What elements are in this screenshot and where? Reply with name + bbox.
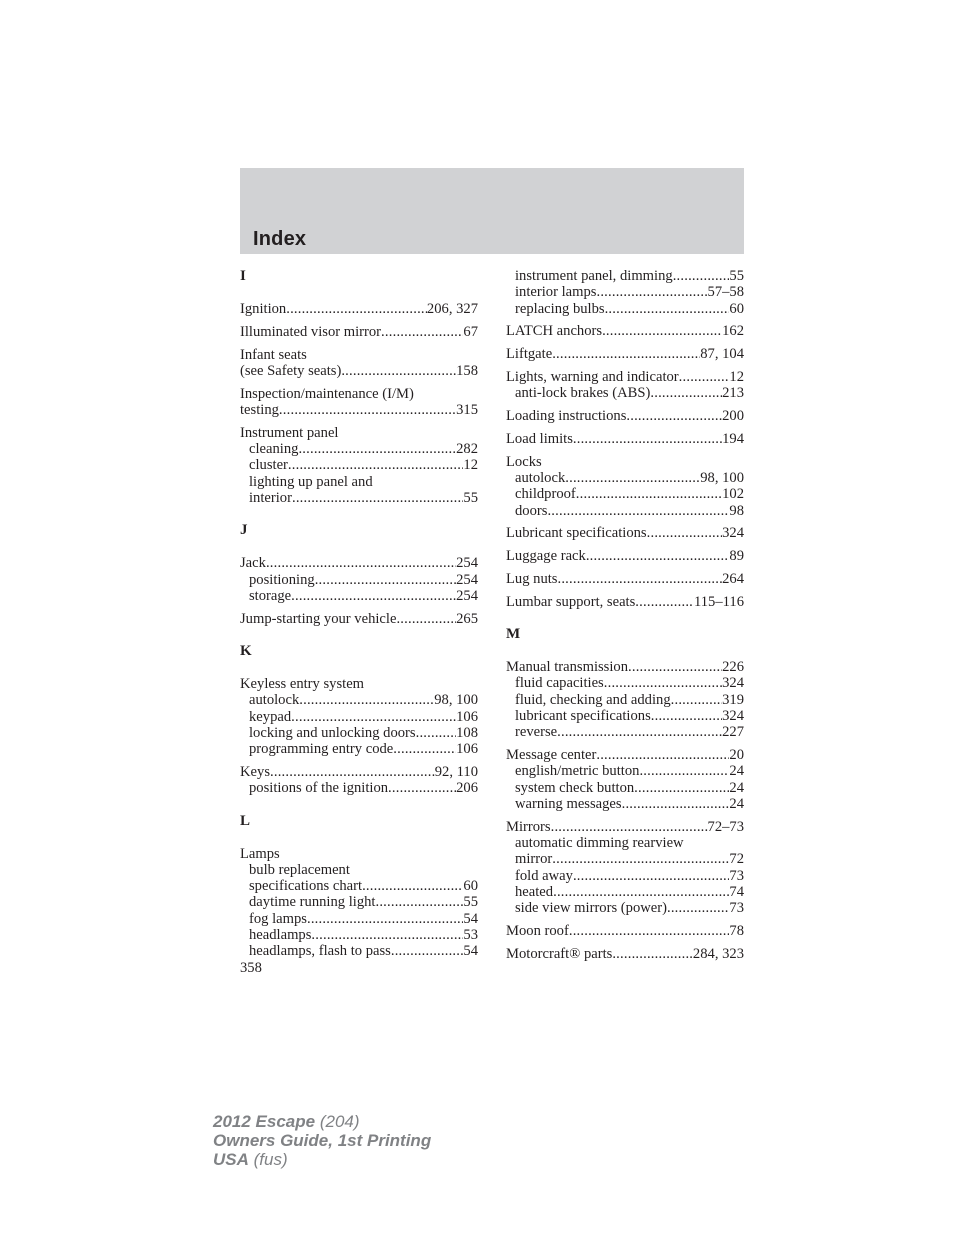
leader-dots xyxy=(634,780,729,796)
index-subentry xyxy=(240,927,478,943)
footer-line-1 xyxy=(213,1112,431,1131)
index-line xyxy=(506,454,744,470)
index-subentry xyxy=(506,900,744,916)
index-entry xyxy=(240,611,478,627)
entry-text: programming entry code xyxy=(249,741,394,758)
index-line xyxy=(240,676,478,692)
page-title: Index xyxy=(253,228,307,250)
index-line xyxy=(506,548,744,564)
entry-text: interior lamps xyxy=(515,284,597,301)
page-reference: 106 xyxy=(456,708,478,725)
index-subentry xyxy=(240,780,478,796)
index-entry xyxy=(506,525,744,541)
page-reference: 24 xyxy=(729,763,744,780)
index-subentry xyxy=(506,884,744,900)
entry-text: Message center xyxy=(506,747,597,764)
page-reference: 55 xyxy=(729,268,744,284)
leader-dots xyxy=(552,851,729,867)
entry-text: autolock xyxy=(249,692,300,709)
leader-dots xyxy=(639,763,729,779)
index-letter-heading: I xyxy=(240,268,246,284)
entry-text: instrument panel, dimming xyxy=(515,268,673,284)
page-reference: 324 xyxy=(722,525,744,542)
index-line xyxy=(506,923,744,939)
leader-dots xyxy=(552,346,700,362)
entry-text: interior xyxy=(249,489,292,506)
index-subentry xyxy=(506,835,744,851)
footer-guide: Owners Guide, 1st Printing xyxy=(213,1131,432,1150)
page-reference: 315 xyxy=(456,401,478,418)
leader-dots xyxy=(612,946,693,962)
page-reference: 12 xyxy=(729,368,744,385)
entry-text: fog lamps xyxy=(249,910,307,927)
leader-dots xyxy=(388,780,456,796)
leader-dots xyxy=(602,323,722,339)
page-reference: 213 xyxy=(722,385,744,402)
index-entry xyxy=(506,323,744,339)
entry-text: Inspection/maintenance (I/M) xyxy=(240,385,414,402)
entry-text: locking and unlocking doors xyxy=(249,724,416,741)
index-line xyxy=(506,571,744,587)
index-line xyxy=(506,431,744,447)
leader-dots xyxy=(553,884,729,900)
index-entry xyxy=(240,846,478,960)
entry-text: headlamps, flash to pass xyxy=(249,943,391,960)
entry-text: Load limits xyxy=(506,430,573,447)
entry-text: positions of the ignition xyxy=(249,780,389,797)
page-reference: 106 xyxy=(456,741,478,758)
page-reference: 89 xyxy=(729,548,744,565)
leader-dots xyxy=(299,692,434,708)
footer xyxy=(213,1112,431,1169)
footer-market: USA xyxy=(213,1150,249,1169)
leader-dots xyxy=(628,659,722,675)
index-letter-heading: J xyxy=(240,522,248,539)
leader-dots xyxy=(667,900,729,916)
entry-text: keypad xyxy=(249,708,292,725)
leader-dots xyxy=(396,611,456,627)
page-reference: 265 xyxy=(456,610,478,627)
leader-dots xyxy=(551,819,708,835)
index-entry xyxy=(506,819,744,917)
leader-dots xyxy=(288,457,464,473)
page-reference: 55 xyxy=(463,894,478,911)
index-subentry xyxy=(240,474,478,490)
page-reference: 73 xyxy=(729,867,744,884)
entry-text: fluid capacities xyxy=(515,675,604,692)
index-line xyxy=(506,659,744,675)
page-reference: 55 xyxy=(463,489,478,506)
index-line xyxy=(240,846,478,862)
index-entry xyxy=(240,676,478,757)
entry-text: Jump-starting your vehicle xyxy=(240,610,397,627)
page-reference: 206, 327 xyxy=(426,301,478,317)
page-reference: 98, 100 xyxy=(700,469,744,486)
page-reference: 324 xyxy=(722,675,744,692)
index-subentry xyxy=(506,868,744,884)
leader-dots xyxy=(605,301,730,317)
index-entry xyxy=(506,454,744,519)
page-reference: 206 xyxy=(456,780,478,797)
leader-dots xyxy=(635,594,694,610)
page-reference: 264 xyxy=(722,570,744,587)
entry-text: Liftgate xyxy=(506,346,553,363)
entry-text: automatic dimming rearview xyxy=(515,835,684,852)
entry-text: Locks xyxy=(506,453,542,470)
index-subentry xyxy=(240,741,478,757)
index-subentry xyxy=(506,470,744,486)
entry-text: doors xyxy=(515,502,548,519)
page-reference: 227 xyxy=(722,724,744,741)
entry-text: anti-lock brakes (ABS) xyxy=(515,385,651,402)
entry-text: bulb replacement xyxy=(249,861,350,878)
index-subentry xyxy=(506,486,744,502)
leader-dots xyxy=(315,572,456,588)
index-subentry xyxy=(506,301,744,317)
footer-line-3 xyxy=(213,1150,431,1169)
index-subentry xyxy=(506,503,744,519)
index-subentry xyxy=(240,943,478,959)
index-subentry xyxy=(240,911,478,927)
index-subentry xyxy=(240,692,478,708)
entry-text: Keys xyxy=(240,763,270,780)
leader-dots xyxy=(416,725,457,741)
index-line xyxy=(506,408,744,424)
index-subentry xyxy=(506,675,744,691)
leader-dots xyxy=(650,385,722,401)
index-line xyxy=(240,363,478,379)
leader-dots xyxy=(291,709,456,725)
index-entry xyxy=(506,369,744,402)
leader-dots xyxy=(671,692,722,708)
leader-dots xyxy=(679,369,730,385)
index-subentry xyxy=(240,725,478,741)
page-reference: 254 xyxy=(456,571,478,588)
entry-text: Jack xyxy=(240,555,266,572)
leader-dots xyxy=(311,927,463,943)
index-letter-heading: L xyxy=(240,812,251,829)
leader-dots xyxy=(292,490,463,506)
entry-text: english/metric button xyxy=(515,763,640,780)
page-reference: 284, 323 xyxy=(692,945,744,962)
index-entry xyxy=(506,946,744,962)
leader-dots xyxy=(391,943,464,959)
leader-dots xyxy=(307,911,463,927)
page-reference: 12 xyxy=(463,457,478,474)
leader-dots xyxy=(362,878,463,894)
index-subentry xyxy=(506,692,744,708)
entry-text: fluid, checking and adding xyxy=(515,691,671,708)
page-reference: 57–58 xyxy=(707,284,744,301)
page-reference: 54 xyxy=(463,910,478,927)
page-reference: 54 xyxy=(463,943,478,960)
index-line xyxy=(506,747,744,763)
entry-text: system check button xyxy=(515,779,635,796)
index-subentry xyxy=(506,284,744,300)
index-line xyxy=(240,555,478,571)
page-reference: 200 xyxy=(722,408,744,425)
entry-text: cleaning xyxy=(249,441,299,458)
entry-text: positioning xyxy=(249,571,315,588)
entry-text: childproof xyxy=(515,486,576,503)
leader-dots xyxy=(565,470,700,486)
entry-text: lighting up panel and xyxy=(249,473,373,490)
entry-text: Ignition xyxy=(240,301,287,317)
entry-text: Loading instructions xyxy=(506,408,627,425)
index-entry xyxy=(240,555,478,604)
footer-model: 2012 Escape xyxy=(213,1112,316,1131)
index-subentry xyxy=(506,780,744,796)
leader-dots xyxy=(298,441,456,457)
index-line xyxy=(240,347,478,363)
leader-dots xyxy=(604,675,722,691)
index-subentry xyxy=(506,763,744,779)
entry-text: Lumbar support, seats xyxy=(506,593,636,610)
leader-dots xyxy=(557,724,722,740)
leader-dots xyxy=(622,796,730,812)
index-line xyxy=(240,324,478,340)
entry-text: Lamps xyxy=(240,845,280,862)
entry-text: replacing bulbs xyxy=(515,300,605,317)
index-entry xyxy=(240,764,478,797)
leader-dots xyxy=(573,868,729,884)
page-reference: 74 xyxy=(729,883,744,900)
index-subentry xyxy=(240,894,478,910)
header-band xyxy=(240,168,744,254)
index-subentry xyxy=(240,457,478,473)
page-reference: 254 xyxy=(456,587,478,604)
leader-dots xyxy=(279,402,456,418)
index-line xyxy=(506,819,744,835)
index-entry xyxy=(506,659,744,740)
entry-text: cluster xyxy=(249,457,288,474)
page-reference: 20 xyxy=(729,747,744,764)
index-entry xyxy=(240,386,478,419)
page-reference: 67 xyxy=(463,323,478,340)
index-subentry xyxy=(240,572,478,588)
entry-text: (see Safety seats) xyxy=(240,362,342,379)
page-reference: 115–116 xyxy=(694,593,744,610)
entry-text: mirror xyxy=(515,851,553,868)
entry-text: Mirrors xyxy=(506,818,551,835)
leader-dots xyxy=(341,363,456,379)
index-subentry xyxy=(506,851,744,867)
entry-text: Manual transmission xyxy=(506,659,629,676)
index-line xyxy=(240,764,478,780)
index-column-right xyxy=(506,268,744,969)
page-reference: 158 xyxy=(456,362,478,379)
leader-dots xyxy=(576,486,722,502)
index-entry xyxy=(506,346,744,362)
index-entry xyxy=(506,594,744,610)
entry-text: side view mirrors (power) xyxy=(515,900,667,917)
index-letter-heading: M xyxy=(506,626,521,643)
page-reference: 78 xyxy=(729,923,744,939)
leader-dots xyxy=(393,741,456,757)
leader-dots xyxy=(557,571,722,587)
leader-dots xyxy=(286,301,427,317)
entry-text: Lubricant specifications xyxy=(506,525,647,542)
page-reference: 72 xyxy=(729,851,744,868)
leader-dots xyxy=(291,588,456,604)
index-line xyxy=(240,301,478,317)
index-subentry xyxy=(240,878,478,894)
entry-text: Infant seats xyxy=(240,346,307,363)
index-subentry xyxy=(240,709,478,725)
index-entry xyxy=(506,268,744,317)
index-line xyxy=(240,386,478,402)
page-number: 358 xyxy=(240,960,262,976)
index-subentry xyxy=(506,724,744,740)
entry-text: storage xyxy=(249,587,292,604)
index-subentry xyxy=(506,796,744,812)
leader-dots xyxy=(647,525,722,541)
index-line xyxy=(506,946,744,962)
index-entry xyxy=(506,431,744,447)
index-subentry xyxy=(240,490,478,506)
leader-dots xyxy=(596,284,707,300)
footer-market-code: (fus) xyxy=(253,1150,288,1169)
index-line xyxy=(506,369,744,385)
entry-text: testing xyxy=(240,401,279,418)
index-entry xyxy=(240,347,478,380)
entry-text: Motorcraft® parts xyxy=(506,945,613,962)
page-reference: 92, 110 xyxy=(434,763,478,780)
index-entry xyxy=(506,923,744,939)
page-reference: 60 xyxy=(463,878,478,895)
index-entry xyxy=(240,301,478,317)
index-column-left xyxy=(240,268,478,966)
page-reference: 226 xyxy=(722,659,744,676)
page-reference: 102 xyxy=(722,486,744,503)
entry-text: Moon roof xyxy=(506,923,569,939)
page-reference: 319 xyxy=(722,691,744,708)
footer-model-code: (204) xyxy=(319,1112,360,1131)
entry-text: Illuminated visor mirror xyxy=(240,323,382,340)
index-line xyxy=(506,346,744,362)
index-entry xyxy=(506,571,744,587)
index-entry xyxy=(506,408,744,424)
index-subentry xyxy=(240,441,478,457)
page-reference: 98, 100 xyxy=(434,692,478,709)
page-reference: 24 xyxy=(729,779,744,796)
entry-text: specifications chart xyxy=(249,878,363,895)
leader-dots xyxy=(381,324,463,340)
index-entry xyxy=(506,747,744,812)
index-line xyxy=(240,402,478,418)
page-reference: 282 xyxy=(456,441,478,458)
entry-text: daytime running light xyxy=(249,894,376,911)
index-subentry xyxy=(506,268,744,284)
index-letter-heading: K xyxy=(240,642,252,659)
leader-dots xyxy=(569,923,730,939)
index-entry xyxy=(506,548,744,564)
entry-text: heated xyxy=(515,883,554,900)
leader-dots xyxy=(573,431,722,447)
page-reference: 108 xyxy=(456,724,478,741)
entry-text: headlamps xyxy=(249,927,312,944)
entry-text: LATCH anchors xyxy=(506,323,603,340)
index-entry xyxy=(240,425,478,506)
entry-text: warning messages xyxy=(515,795,622,812)
page-reference: 194 xyxy=(722,430,744,447)
index-line xyxy=(240,611,478,627)
entry-text: Instrument panel xyxy=(240,424,339,441)
entry-text: Luggage rack xyxy=(506,548,586,565)
page-reference: 72–73 xyxy=(707,818,744,835)
index-subentry xyxy=(240,862,478,878)
page-reference: 162 xyxy=(722,323,744,340)
entry-text: fold away xyxy=(515,867,573,884)
entry-text: lubricant specifications xyxy=(515,707,651,724)
entry-text: Lug nuts xyxy=(506,570,558,587)
leader-dots xyxy=(266,555,456,571)
page-reference: 53 xyxy=(463,927,478,944)
page-reference: 324 xyxy=(722,707,744,724)
index-line xyxy=(506,525,744,541)
page-reference: 60 xyxy=(729,300,744,317)
index-line xyxy=(240,425,478,441)
leader-dots xyxy=(270,764,435,780)
entry-text: Keyless entry system xyxy=(240,675,365,692)
index-subentry xyxy=(240,588,478,604)
entry-text: reverse xyxy=(515,724,558,741)
leader-dots xyxy=(651,708,722,724)
index-entry xyxy=(240,324,478,340)
leader-dots xyxy=(375,894,463,910)
index-line xyxy=(506,323,744,339)
page-reference: 73 xyxy=(729,900,744,917)
page-reference: 87, 104 xyxy=(700,346,744,363)
leader-dots xyxy=(626,408,722,424)
leader-dots xyxy=(596,747,729,763)
entry-text: autolock xyxy=(515,469,566,486)
entry-text: Lights, warning and indicator xyxy=(506,368,679,385)
leader-dots xyxy=(586,548,730,564)
footer-line-2 xyxy=(213,1131,431,1150)
page-reference: 254 xyxy=(456,555,478,572)
index-line xyxy=(506,594,744,610)
index-subentry xyxy=(506,385,744,401)
leader-dots xyxy=(673,268,730,284)
page-reference: 98 xyxy=(729,502,744,519)
leader-dots xyxy=(547,503,729,519)
index-subentry xyxy=(506,708,744,724)
page-reference: 24 xyxy=(729,795,744,812)
